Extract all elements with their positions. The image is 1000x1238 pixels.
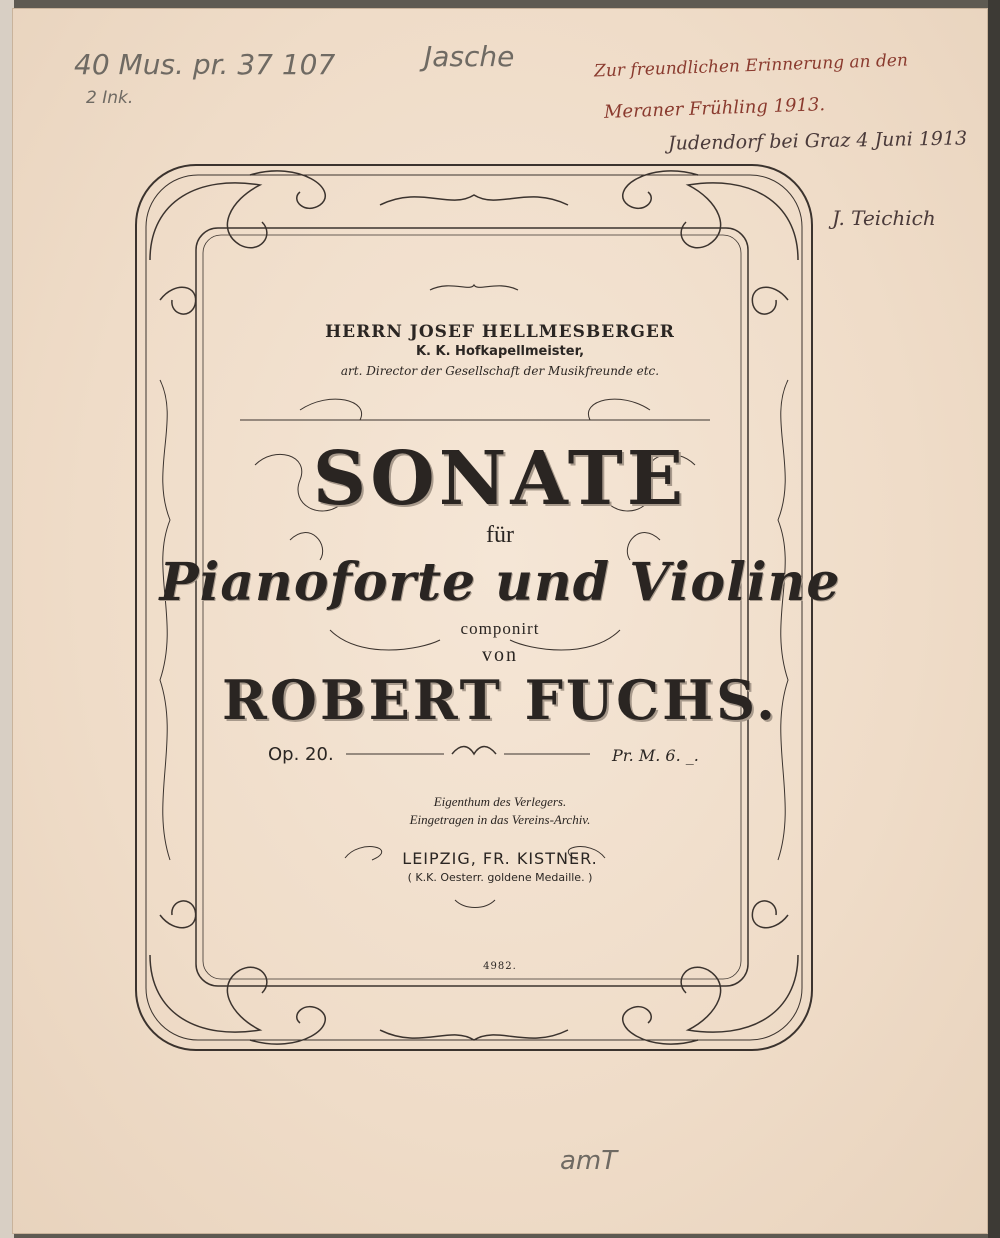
- dedication-name: HERRN JOSEF HELLMESBERGER: [325, 322, 675, 342]
- bottom-pencil-mark: amT: [560, 1146, 618, 1176]
- von-label: von: [482, 644, 518, 666]
- owner-name-annotation: Jasche: [424, 40, 515, 73]
- work-title: SONATE: [312, 436, 688, 522]
- corner-scroll-top-left: [150, 171, 325, 314]
- inscription-line-3: Judendorf bei Graz 4 Juni 1913: [667, 127, 968, 155]
- registration-notice: Eingetragen in das Vereins-Archiv.: [409, 812, 591, 827]
- corner-scroll-top-right: [623, 171, 798, 314]
- signature: J. Teichich: [832, 206, 936, 230]
- price: Pr. M. 6. _.: [612, 746, 699, 765]
- dedication-subtitle: art. Director der Gesellschaft der Musikfreunde etc.: [340, 364, 660, 378]
- opus-number: Op. 20.: [268, 744, 334, 765]
- fuer-label: für: [486, 522, 514, 548]
- inscription-line-2: Meraner Frühling 1913.: [603, 94, 826, 123]
- property-notice: Eigenthum des Verlegers.: [433, 794, 567, 809]
- publisher-name: LEIPZIG, FR. KISTNER.: [402, 849, 598, 868]
- instrumentation: Pianoforte und Violine: [159, 552, 841, 613]
- corner-scroll-bottom-right: [623, 901, 798, 1044]
- inscription-line-1: Zur freundlichen Erinnerung an den: [593, 50, 909, 82]
- dedication-title: K. K. Hofkapellmeister,: [415, 344, 585, 359]
- corner-scroll-bottom-left: [150, 901, 325, 1044]
- composer-name: ROBERT FUCHS.: [222, 668, 778, 732]
- plate-number: 4982.: [483, 961, 517, 972]
- shelfmark-annotation: 40 Mus. pr. 37 107: [74, 48, 336, 81]
- componirt-label: componirt: [460, 619, 540, 638]
- copies-annotation: 2 Ink.: [86, 88, 134, 108]
- publisher-medal: ( K.K. Oesterr. goldene Medaille. ): [407, 871, 593, 884]
